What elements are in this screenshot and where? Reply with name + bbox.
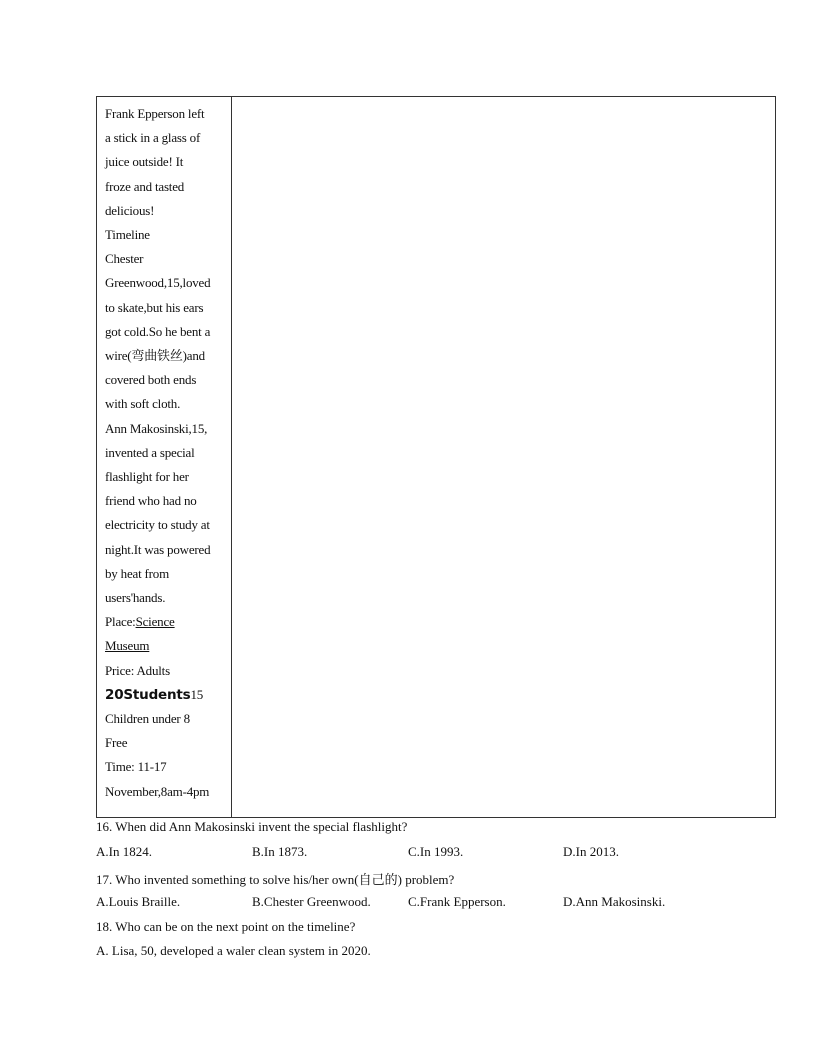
question-16-option-a: A.In 1824. xyxy=(96,844,152,859)
question-18-stem: 18. Who can be on the next point on the timeline? xyxy=(96,919,356,934)
place-line xyxy=(105,610,229,634)
ann-line: by heat from xyxy=(105,565,170,581)
children-line: Children under 8 xyxy=(105,711,190,727)
time-line: Time: 11-17 xyxy=(105,759,167,775)
free-line: Free xyxy=(105,735,128,751)
ann-line: invented a special xyxy=(105,444,195,460)
place-value-continued: Museum xyxy=(105,638,150,654)
ann-line: users'hands. xyxy=(105,590,166,606)
chester-line: to skate,but his ears xyxy=(105,299,204,315)
price-label: Price: Adults xyxy=(105,662,170,678)
ann-line: electricity to study at xyxy=(105,517,210,533)
chester-line: with soft cloth. xyxy=(105,396,181,412)
ann-line: flashlight for her xyxy=(105,469,189,485)
question-16-option-b: B.In 1873. xyxy=(252,844,308,859)
ann-line: Ann Makosinski,15, xyxy=(105,420,208,436)
question-17-option-d: D.Ann Makosinski. xyxy=(563,894,666,909)
question-16-option-d: D.In 2013. xyxy=(563,844,619,859)
question-17-option-c: C.Frank Epperson. xyxy=(408,894,506,909)
ann-line: friend who had no xyxy=(105,493,197,509)
ann-line: night.It was powered xyxy=(105,541,211,557)
passage-left-column xyxy=(97,97,232,817)
chester-line: covered both ends xyxy=(105,372,197,388)
frank-line: juice outside! It xyxy=(105,154,184,170)
place-label: Place: xyxy=(105,614,136,630)
question-16-stem: 16. When did Ann Makosinski invent the special flashlight? xyxy=(96,819,408,834)
question-17-option-a: A.Louis Braille. xyxy=(96,894,181,909)
passage-text xyxy=(105,102,229,804)
passage-table xyxy=(96,96,776,818)
time-line: November,8am-4pm xyxy=(105,783,210,799)
place-value: Science xyxy=(135,614,175,630)
timeline-label: Timeline xyxy=(105,227,150,243)
chester-line: got cold.So he bent a xyxy=(105,323,211,339)
question-17-option-b: B.Chester Greenwood. xyxy=(252,894,371,909)
question-17-stem: 17. Who invented something to solve his/her own(自己的) problem? xyxy=(96,872,455,887)
price-students: 15 xyxy=(190,686,204,702)
price-line xyxy=(105,683,229,707)
chester-line: Greenwood,15,loved xyxy=(105,275,211,291)
question-16-option-c: C.In 1993. xyxy=(408,844,464,859)
frank-line: froze and tasted xyxy=(105,178,185,194)
price-students-label: Students xyxy=(123,686,191,703)
price-adults: 20 xyxy=(105,686,124,703)
chester-line: Chester xyxy=(105,251,144,267)
chester-line: wire(弯曲铁丝)and xyxy=(105,348,205,364)
frank-line: a stick in a glass of xyxy=(105,130,201,146)
frank-line: delicious! xyxy=(105,202,155,218)
frank-line: Frank Epperson left xyxy=(105,106,205,121)
question-18-option-a: A. Lisa, 50, developed a waler clean system in 2020. xyxy=(96,943,371,958)
